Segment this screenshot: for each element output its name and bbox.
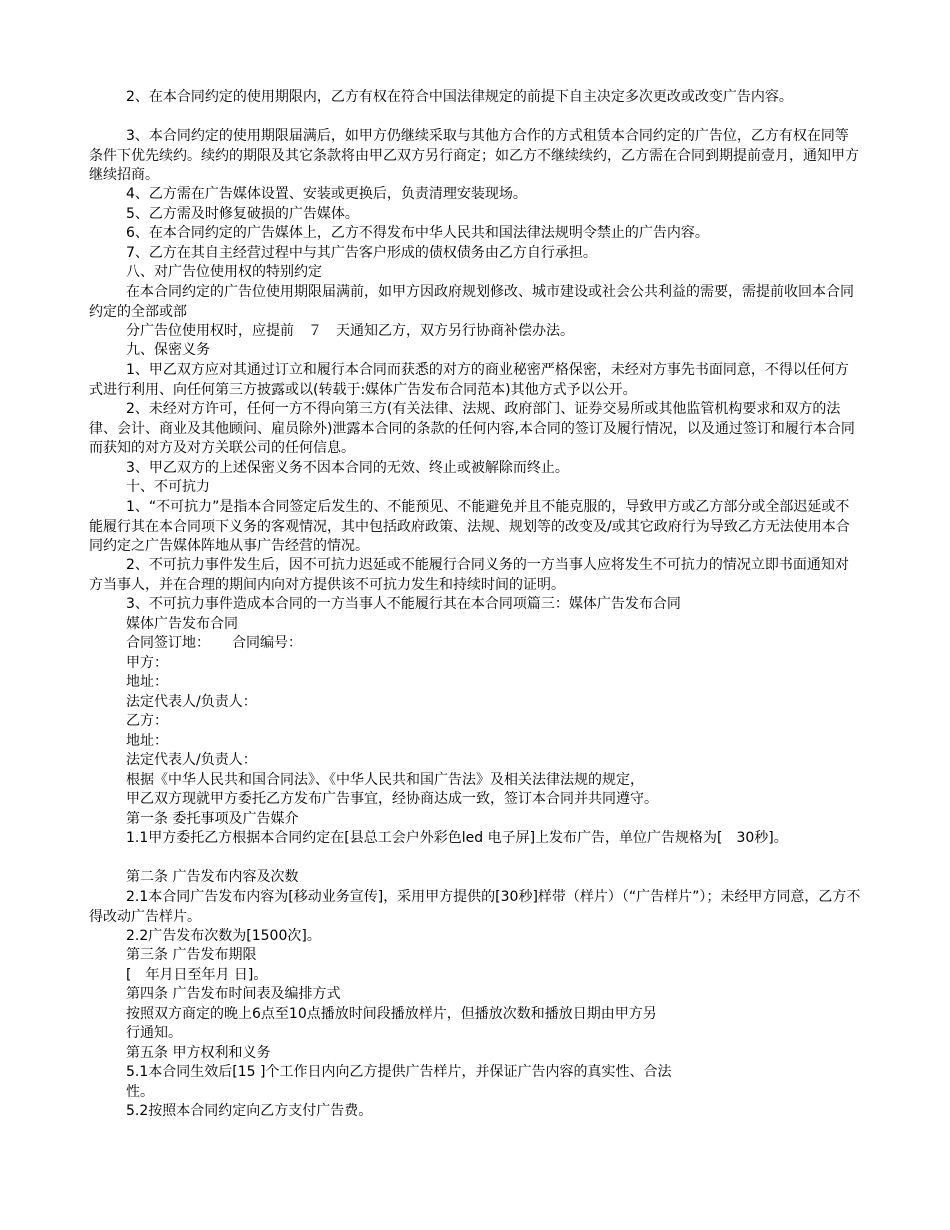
schedule-text-line-2: 行通知。 — [126, 1025, 182, 1041]
article-1-1: 1.1甲方委托乙方根据本合同约定在[县总工会户外彩色led 电子屏]上发布广告，单位广告规格为[ 30秒]。 — [126, 830, 788, 846]
article-5-1-line-1: 5.1本合同生效后[15 ]个工作日内向乙方提供广告样片，并保证广告内容的真实性、合法 — [126, 1064, 672, 1080]
party-a-address-label: 地址： — [126, 674, 168, 690]
article-5-2: 5.2按照本合同约定向乙方支付广告费。 — [126, 1103, 373, 1119]
article-3-heading: 第三条 广告发布期限 — [126, 947, 257, 963]
clause-6-prohibited-content: 6、在本合同约定的广告媒体上，乙方不得发布中华人民共和国法律法规明令禁止的广告内容。 — [126, 225, 709, 241]
schedule-text-line-1: 按照双方商定的晚上6点至10点播放时间段播放样片，但播放次数和播放日期由甲方另 — [126, 1006, 657, 1022]
force-majeure-clause-3: 3、不可抗力事件造成本合同的一方当事人不能履行其在本合同项篇三：媒体广告发布合同 — [126, 596, 681, 612]
article-5-1-line-2: 性。 — [126, 1084, 154, 1100]
article-1-heading: 第一条 委托事项及广告媒介 — [126, 811, 299, 827]
clause-7-debts: 7、乙方在其自主经营过程中与其广告客户形成的债权债务由乙方自行承担。 — [126, 245, 597, 261]
article-2-2: 2.2广告发布次数为[1500次]。 — [126, 928, 321, 944]
confidentiality-clause-2: 2、未经对方许可，任何一方不得向第三方(有关法律、法规、政府部门、证券交易所或其他监管机构要求和双方的法律、会计、商业及其他顾问、雇员除外)泄露本合同的条款的任何内容,本合同的签订及履行情况，以及通过签订和履行本合同而获知的对方及对方关联公司的任何信息。 — [89, 401, 855, 456]
section-9-heading: 九、保密义务 — [126, 342, 210, 358]
section-8-body: 在本合同约定的广告位使用期限届满前，如甲方因政府规划修改、城市建设或社会公共利益的需要，需提前收回本合同约定的全部或部 — [89, 284, 854, 320]
clause-4-cleanup: 4、乙方需在广告媒体设置、安装或更换后，负责清理安装现场。 — [126, 186, 527, 202]
signing-place-and-number — [126, 634, 861, 654]
party-a-representative-label: 法定代表人/负责人： — [126, 694, 257, 710]
contract-number-label: 合同编号： — [232, 635, 302, 651]
article-4-heading: 第四条 广告发布时间表及编排方式 — [126, 986, 341, 1002]
clause-5-repair: 5、乙方需及时修复破损的广告媒体。 — [126, 206, 359, 222]
party-a-label: 甲方： — [126, 655, 168, 671]
party-b-representative-label: 法定代表人/负责人： — [126, 752, 257, 768]
section-8-heading: 八、对广告位使用权的特别约定 — [126, 264, 322, 280]
section-10-heading: 十、不可抗力 — [126, 479, 210, 495]
contract-title: 媒体广告发布合同 — [126, 616, 238, 632]
clause-2-ad-content-change: 2、在本合同约定的使用期限内，乙方有权在符合中国法律规定的前提下自主决定多次更改或改变广告内容。 — [126, 89, 793, 105]
article-2-1: 2.1本合同广告发布内容为[移动业务宣传]，采用甲方提供的[30秒]样带（样片）（“广告样片”）；未经甲方同意，乙方不得改动广告样片。 — [89, 889, 861, 925]
publication-period: [ 年月日至年月 日]。 — [126, 967, 268, 983]
party-b-address-label: 地址： — [126, 733, 168, 749]
legal-basis: 根据《中华人民共和国合同法》、《中华人民共和国广告法》及相关法律法规的规定， — [126, 772, 644, 788]
agreement-statement: 甲乙双方现就甲方委托乙方发布广告事宜，经协商达成一致，签订本合同并共同遵守。 — [126, 791, 658, 807]
article-5-heading: 第五条 甲方权利和义务 — [126, 1045, 271, 1061]
clause-3-renewal: 3、本合同约定的使用期限届满后，如甲方仍继续采取与其他方合作的方式租赁本合同约定的广告位，乙方有权在同等条件下优先续约。续约的期限及其它条款将由甲乙双方另行商定；如乙方不继续续约，乙方需在合同到期提前壹月，通知甲方继续招商。 — [89, 128, 859, 183]
article-2-heading: 第二条 广告发布内容及次数 — [126, 869, 299, 885]
confidentiality-clause-1: 1、甲乙双方应对其通过订立和履行本合同而获悉的对方的商业秘密严格保密，未经对方事先书面同意，不得以任何方式进行利用、向任何第三方披露或以(转载于:媒体广告发布合同范本)其他方式予以公开。 — [89, 362, 849, 398]
confidentiality-clause-3: 3、甲乙双方的上述保密义务不因本合同的无效、终止或被解除而终止。 — [126, 460, 569, 476]
signing-place-label: 合同签订地： — [126, 635, 210, 651]
force-majeure-clause-1: 1、“不可抗力”是指本合同签定后发生的、不能预见、不能避免并且不能克服的，导致甲方或乙方部分或全部迟延或不能履行其在本合同项下义务的客观情况，其中包括政府政策、法规、规划等的改变及/或其它政府行为导致乙方无法使用本合同约定之广告媒体阵地从事广告经营的情况。 — [89, 499, 850, 554]
section-8-notice: 分广告位使用权时，应提前 ７ 天通知乙方，双方另行协商补偿办法。 — [126, 323, 574, 339]
party-b-label: 乙方： — [126, 713, 168, 729]
force-majeure-clause-2: 2、不可抗力事件发生后，因不可抗力迟延或不能履行合同义务的一方当事人应将发生不可抗力的情况立即书面通知对方当事人，并在合理的期间内向对方提供该不可抗力发生和持续时间的证明。 — [89, 557, 849, 593]
